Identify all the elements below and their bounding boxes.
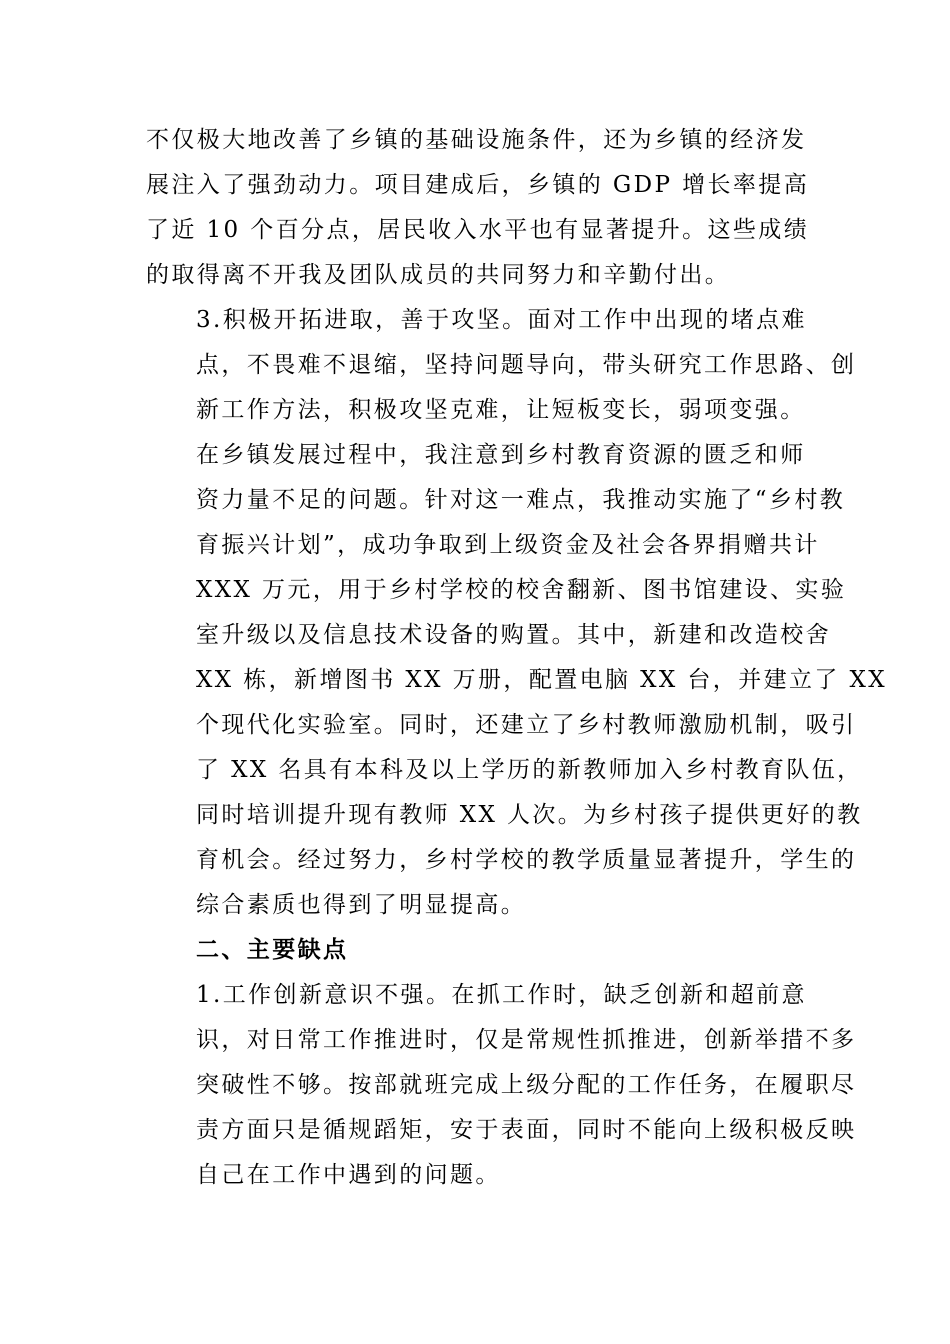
text-line: 责方面只是循规蹈矩，安于表面，同时不能向上级积极反映: [196, 1117, 857, 1143]
text-line: 育振兴计划”，成功争取到上级资金及社会各界捐赠共计: [196, 532, 820, 558]
text-line: 个现代化实验室。同时，还建立了乡村教师激励机制，吸引: [196, 712, 857, 738]
text-line: 不仅极大地改善了乡镇的基础设施条件，还为乡镇的经济发: [146, 127, 807, 153]
text-line: 资力量不足的问题。针对这一难点，我推动实施了“乡村教: [196, 487, 846, 513]
text-line: 3.积极开拓进取，善于攻坚。面对工作中出现的堵点难: [196, 307, 807, 333]
text-line: 了 XX 名具有本科及以上学历的新教师加入乡村教育队伍，: [196, 757, 863, 783]
text-line: 展注入了强劲动力。项目建成后，乡镇的 GDP 增长率提高: [146, 172, 810, 198]
text-line: 自己在工作中遇到的问题。: [196, 1162, 501, 1188]
section-heading-main-shortcomings: [146, 928, 811, 973]
text-line: 点，不畏难不退缩，坚持问题导向，带头研究工作思路、创: [196, 352, 857, 378]
text-line: 1.工作创新意识不强。在抓工作时，缺乏创新和超前意: [196, 982, 807, 1008]
text-line: 同时培训提升现有教师 XX 人次。为乡村孩子提供更好的教: [196, 802, 863, 828]
text-line: 育机会。经过努力，乡村学校的教学质量显著提升，学生的: [196, 847, 857, 873]
paragraph-education-plan: [146, 433, 888, 928]
text-line: 识，对日常工作推进时，仅是常规性抓推进，创新举措不多: [196, 1027, 857, 1053]
text-line: XXX 万元，用于乡村学校的校舍翻新、图书馆建设、实验: [196, 577, 847, 603]
text-line: XX 栋，新增图书 XX 万册，配置电脑 XX 台，并建立了 XX: [196, 667, 888, 693]
text-line: 突破性不够。按部就班完成上级分配的工作任务，在履职尽: [196, 1072, 857, 1098]
paragraph-point-3: [146, 298, 857, 433]
paragraph-shortcoming-1: [146, 973, 857, 1198]
heading-text: 二、主要缺点: [196, 937, 349, 963]
text-line: 了近 10 个百分点，居民收入水平也有显著提升。这些成绩: [146, 217, 810, 243]
document-body: [146, 118, 888, 1198]
text-line: 的取得离不开我及团队成员的共同努力和辛勤付出。: [146, 262, 731, 288]
text-line: 室升级以及信息技术设备的购置。其中，新建和改造校舍: [196, 622, 831, 648]
text-line: 综合素质也得到了明显提高。: [196, 892, 527, 918]
text-line: 新工作方法，积极攻坚克难，让短板变长，弱项变强。: [196, 397, 806, 423]
text-line: 在乡镇发展过程中，我注意到乡村教育资源的匮乏和师: [196, 442, 806, 468]
paragraph-infrastructure-results: [146, 118, 811, 298]
